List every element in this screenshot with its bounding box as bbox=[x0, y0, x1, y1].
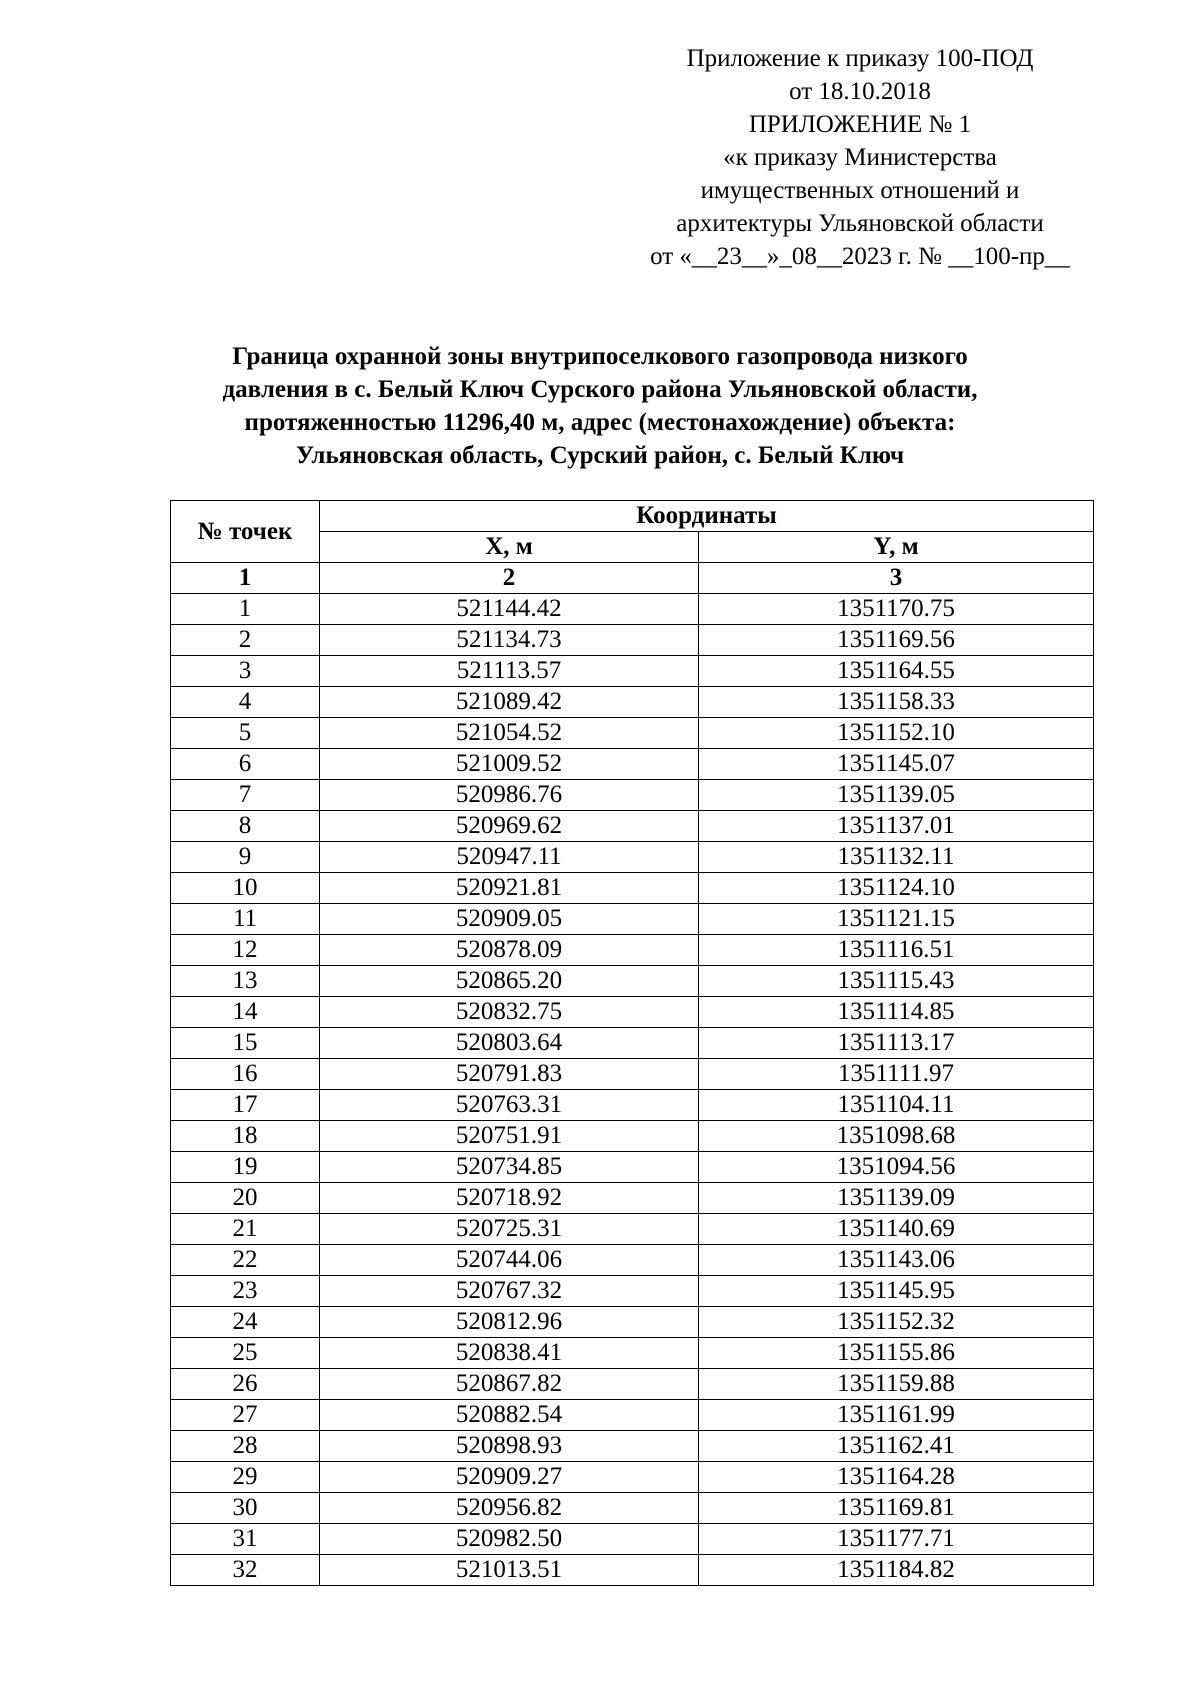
point-number-cell: 1 bbox=[171, 594, 320, 625]
table-row bbox=[171, 1524, 1094, 1555]
y-coordinate-cell: 1351162.41 bbox=[699, 1431, 1094, 1462]
y-coordinate-cell: 1351114.85 bbox=[699, 997, 1094, 1028]
table-row bbox=[171, 1090, 1094, 1121]
table-row bbox=[171, 780, 1094, 811]
x-coordinate-cell: 520986.76 bbox=[320, 780, 699, 811]
column-number: 1 bbox=[171, 563, 320, 594]
y-coordinate-cell: 1351139.09 bbox=[699, 1183, 1094, 1214]
point-number-cell: 23 bbox=[171, 1276, 320, 1307]
y-coordinate-cell: 1351094.56 bbox=[699, 1152, 1094, 1183]
column-header-coordinates: Координаты bbox=[320, 501, 1094, 532]
table-row bbox=[171, 1121, 1094, 1152]
point-number-cell: 22 bbox=[171, 1245, 320, 1276]
y-coordinate-cell: 1351161.99 bbox=[699, 1400, 1094, 1431]
column-header-points: № точек bbox=[171, 501, 320, 563]
table-row bbox=[171, 966, 1094, 997]
column-number-row bbox=[171, 563, 1094, 594]
point-number-cell: 7 bbox=[171, 780, 320, 811]
table-row bbox=[171, 1307, 1094, 1338]
point-number-cell: 11 bbox=[171, 904, 320, 935]
y-coordinate-cell: 1351170.75 bbox=[699, 594, 1094, 625]
point-number-cell: 17 bbox=[171, 1090, 320, 1121]
x-coordinate-cell: 520878.09 bbox=[320, 935, 699, 966]
table-row bbox=[171, 904, 1094, 935]
y-coordinate-cell: 1351132.11 bbox=[699, 842, 1094, 873]
column-header-y: Y, м bbox=[699, 532, 1094, 563]
y-coordinate-cell: 1351158.33 bbox=[699, 687, 1094, 718]
header-line: от «__23__»_08__2023 г. № __100-пр__ bbox=[650, 243, 1070, 270]
title-line: протяженностью 11296,40 м, адрес (местонахождение) объекта: bbox=[244, 409, 956, 436]
table-row bbox=[171, 811, 1094, 842]
y-coordinate-cell: 1351152.32 bbox=[699, 1307, 1094, 1338]
x-coordinate-cell: 520718.92 bbox=[320, 1183, 699, 1214]
coordinates-table bbox=[170, 500, 1094, 1586]
table-row bbox=[171, 687, 1094, 718]
x-coordinate-cell: 521013.51 bbox=[320, 1555, 699, 1586]
y-coordinate-cell: 1351137.01 bbox=[699, 811, 1094, 842]
x-coordinate-cell: 521054.52 bbox=[320, 718, 699, 749]
x-coordinate-cell: 520725.31 bbox=[320, 1214, 699, 1245]
x-coordinate-cell: 520832.75 bbox=[320, 997, 699, 1028]
y-coordinate-cell: 1351169.81 bbox=[699, 1493, 1094, 1524]
x-coordinate-cell: 520751.91 bbox=[320, 1121, 699, 1152]
point-number-cell: 9 bbox=[171, 842, 320, 873]
header-line: архитектуры Ульяновской области bbox=[676, 210, 1044, 237]
table-row bbox=[171, 1338, 1094, 1369]
x-coordinate-cell: 520909.05 bbox=[320, 904, 699, 935]
y-coordinate-cell: 1351164.28 bbox=[699, 1462, 1094, 1493]
table-row bbox=[171, 1555, 1094, 1586]
y-coordinate-cell: 1351145.07 bbox=[699, 749, 1094, 780]
point-number-cell: 24 bbox=[171, 1307, 320, 1338]
point-number-cell: 32 bbox=[171, 1555, 320, 1586]
y-coordinate-cell: 1351139.05 bbox=[699, 780, 1094, 811]
table-row bbox=[171, 1431, 1094, 1462]
y-coordinate-cell: 1351184.82 bbox=[699, 1555, 1094, 1586]
table-row bbox=[171, 1493, 1094, 1524]
column-header-x: X, м bbox=[320, 532, 699, 563]
x-coordinate-cell: 520956.82 bbox=[320, 1493, 699, 1524]
point-number-cell: 31 bbox=[171, 1524, 320, 1555]
table-row bbox=[171, 1028, 1094, 1059]
y-coordinate-cell: 1351098.68 bbox=[699, 1121, 1094, 1152]
y-coordinate-cell: 1351177.71 bbox=[699, 1524, 1094, 1555]
table-row bbox=[171, 1214, 1094, 1245]
point-number-cell: 25 bbox=[171, 1338, 320, 1369]
document-title bbox=[130, 340, 1070, 472]
x-coordinate-cell: 521144.42 bbox=[320, 594, 699, 625]
x-coordinate-cell: 520791.83 bbox=[320, 1059, 699, 1090]
column-number: 2 bbox=[320, 563, 699, 594]
y-coordinate-cell: 1351113.17 bbox=[699, 1028, 1094, 1059]
x-coordinate-cell: 520865.20 bbox=[320, 966, 699, 997]
table-row bbox=[171, 1400, 1094, 1431]
header-line: ПРИЛОЖЕНИЕ № 1 bbox=[748, 111, 972, 138]
table-row bbox=[171, 935, 1094, 966]
x-coordinate-cell: 521089.42 bbox=[320, 687, 699, 718]
point-number-cell: 13 bbox=[171, 966, 320, 997]
header-line: от 18.10.2018 bbox=[789, 78, 931, 105]
point-number-cell: 19 bbox=[171, 1152, 320, 1183]
y-coordinate-cell: 1351155.86 bbox=[699, 1338, 1094, 1369]
point-number-cell: 15 bbox=[171, 1028, 320, 1059]
x-coordinate-cell: 520947.11 bbox=[320, 842, 699, 873]
point-number-cell: 20 bbox=[171, 1183, 320, 1214]
x-coordinate-cell: 520767.32 bbox=[320, 1276, 699, 1307]
x-coordinate-cell: 520921.81 bbox=[320, 873, 699, 904]
title-line: Ульяновская область, Сурский район, с. Белый Ключ bbox=[295, 442, 905, 469]
x-coordinate-cell: 520982.50 bbox=[320, 1524, 699, 1555]
y-coordinate-cell: 1351124.10 bbox=[699, 873, 1094, 904]
table-row bbox=[171, 749, 1094, 780]
table-row bbox=[171, 997, 1094, 1028]
header-line: имущественных отношений и bbox=[700, 177, 1020, 204]
y-coordinate-cell: 1351145.95 bbox=[699, 1276, 1094, 1307]
point-number-cell: 30 bbox=[171, 1493, 320, 1524]
point-number-cell: 5 bbox=[171, 718, 320, 749]
point-number-cell: 26 bbox=[171, 1369, 320, 1400]
x-coordinate-cell: 520803.64 bbox=[320, 1028, 699, 1059]
table-row bbox=[171, 873, 1094, 904]
title-line: давления в с. Белый Ключ Сурского района Ульяновской области, bbox=[222, 376, 978, 403]
y-coordinate-cell: 1351140.69 bbox=[699, 1214, 1094, 1245]
y-coordinate-cell: 1351116.51 bbox=[699, 935, 1094, 966]
table-row bbox=[171, 1276, 1094, 1307]
header-line: Приложение к приказу 100-ПОД bbox=[686, 45, 1034, 72]
x-coordinate-cell: 520898.93 bbox=[320, 1431, 699, 1462]
table-row bbox=[171, 1152, 1094, 1183]
table-row bbox=[171, 1462, 1094, 1493]
y-coordinate-cell: 1351143.06 bbox=[699, 1245, 1094, 1276]
table-row bbox=[171, 625, 1094, 656]
y-coordinate-cell: 1351115.43 bbox=[699, 966, 1094, 997]
point-number-cell: 28 bbox=[171, 1431, 320, 1462]
x-coordinate-cell: 521113.57 bbox=[320, 656, 699, 687]
table-body bbox=[171, 594, 1094, 1586]
point-number-cell: 4 bbox=[171, 687, 320, 718]
table-row bbox=[171, 842, 1094, 873]
point-number-cell: 16 bbox=[171, 1059, 320, 1090]
point-number-cell: 12 bbox=[171, 935, 320, 966]
x-coordinate-cell: 520867.82 bbox=[320, 1369, 699, 1400]
header-line: «к приказу Министерства bbox=[723, 144, 997, 171]
y-coordinate-cell: 1351164.55 bbox=[699, 656, 1094, 687]
table-row bbox=[171, 1059, 1094, 1090]
point-number-cell: 2 bbox=[171, 625, 320, 656]
point-number-cell: 8 bbox=[171, 811, 320, 842]
x-coordinate-cell: 520812.96 bbox=[320, 1307, 699, 1338]
point-number-cell: 6 bbox=[171, 749, 320, 780]
x-coordinate-cell: 520763.31 bbox=[320, 1090, 699, 1121]
table-row bbox=[171, 1183, 1094, 1214]
table-row bbox=[171, 1245, 1094, 1276]
y-coordinate-cell: 1351152.10 bbox=[699, 718, 1094, 749]
table-row bbox=[171, 656, 1094, 687]
y-coordinate-cell: 1351104.11 bbox=[699, 1090, 1094, 1121]
x-coordinate-cell: 520909.27 bbox=[320, 1462, 699, 1493]
x-coordinate-cell: 520734.85 bbox=[320, 1152, 699, 1183]
point-number-cell: 29 bbox=[171, 1462, 320, 1493]
point-number-cell: 18 bbox=[171, 1121, 320, 1152]
point-number-cell: 10 bbox=[171, 873, 320, 904]
x-coordinate-cell: 520838.41 bbox=[320, 1338, 699, 1369]
table-row bbox=[171, 1369, 1094, 1400]
x-coordinate-cell: 520744.06 bbox=[320, 1245, 699, 1276]
table-header-row bbox=[171, 501, 1094, 532]
x-coordinate-cell: 521134.73 bbox=[320, 625, 699, 656]
table-row bbox=[171, 594, 1094, 625]
point-number-cell: 14 bbox=[171, 997, 320, 1028]
x-coordinate-cell: 520882.54 bbox=[320, 1400, 699, 1431]
y-coordinate-cell: 1351169.56 bbox=[699, 625, 1094, 656]
table-row bbox=[171, 718, 1094, 749]
y-coordinate-cell: 1351121.15 bbox=[699, 904, 1094, 935]
column-number: 3 bbox=[699, 563, 1094, 594]
y-coordinate-cell: 1351159.88 bbox=[699, 1369, 1094, 1400]
x-coordinate-cell: 521009.52 bbox=[320, 749, 699, 780]
x-coordinate-cell: 520969.62 bbox=[320, 811, 699, 842]
order-reference-block bbox=[560, 42, 1160, 273]
title-line: Граница охранной зоны внутрипоселкового газопровода низкого bbox=[232, 343, 968, 370]
y-coordinate-cell: 1351111.97 bbox=[699, 1059, 1094, 1090]
point-number-cell: 3 bbox=[171, 656, 320, 687]
point-number-cell: 27 bbox=[171, 1400, 320, 1431]
point-number-cell: 21 bbox=[171, 1214, 320, 1245]
